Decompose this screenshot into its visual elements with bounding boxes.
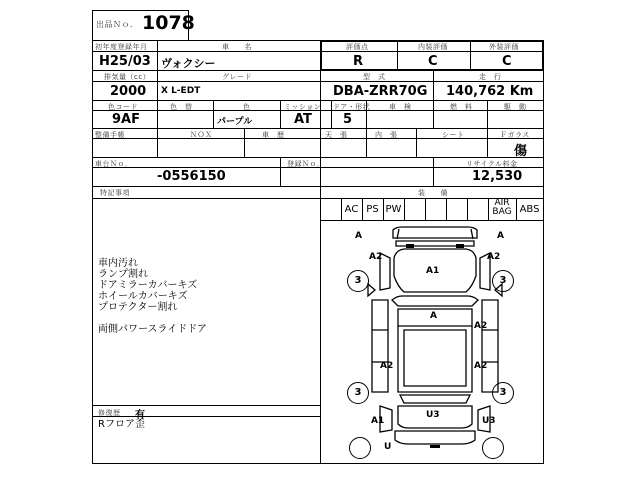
color-label: 色: [243, 103, 251, 111]
equipment-ac: AC: [344, 204, 359, 215]
repair-note: Rフロア歪: [98, 419, 145, 430]
displacement-value: 2000: [110, 84, 147, 99]
model-value: DBA-ZRR70G: [333, 84, 428, 99]
color-code-label: 色コード: [108, 103, 138, 111]
drive-label: 駆 動: [504, 103, 527, 111]
remark-line: ランプ割れ: [98, 269, 148, 280]
recycle-fee-value: 12,530: [472, 169, 523, 184]
remark-line: 両側パワースライドドア: [98, 324, 207, 335]
damage-front-left-bumper: A: [355, 231, 362, 241]
mileage-label: 走 行: [479, 73, 502, 81]
damage-front-right-fender: A2: [487, 252, 501, 262]
damage-roof: A: [430, 311, 437, 321]
wheel-front-left: 3: [347, 270, 369, 292]
lot-number-label: 出品Ｎｏ．: [96, 20, 139, 29]
lot-number: 1078: [142, 12, 195, 34]
damage-front-right-bumper: A: [497, 231, 504, 241]
remark-line: ドアミラーカバーキズ: [98, 280, 198, 291]
doors-value: 5: [343, 112, 353, 127]
damage-rear-left: A1: [371, 416, 385, 426]
damage-left-slide-door: A2: [380, 361, 394, 371]
transmission-value: AT: [294, 112, 312, 127]
spare-tire-left: [349, 437, 371, 459]
damage-bonnet: A1: [426, 266, 440, 276]
damage-rear-right: U3: [482, 416, 496, 426]
interior-score-value: C: [428, 54, 438, 69]
repair-history-label: 修復歴: [98, 409, 121, 417]
sunroof-label: 天 張: [325, 131, 348, 139]
chassis-label: 車台Ｎｏ．: [95, 160, 133, 168]
exterior-score-label: 外装評価: [489, 43, 519, 51]
car-name-value: ヴォクシー: [161, 57, 216, 70]
color-code-value: 9AF: [112, 112, 140, 127]
interior-panel-label: 内 張: [375, 131, 398, 139]
score-value: R: [353, 54, 364, 69]
spare-tire-right: [482, 437, 504, 459]
chassis-value: -0556150: [157, 169, 226, 184]
mileage-value: 140,762 Km: [446, 84, 534, 99]
damage-right-quarter: A2: [474, 361, 488, 371]
remarks-label: 特記事項: [100, 189, 130, 197]
remark-line: 車内汚れ: [98, 258, 138, 269]
first-reg-label: 初年度登録年月: [95, 43, 148, 51]
first-reg-value: H25/03: [99, 54, 151, 69]
color-change-label: 色 替: [170, 103, 193, 111]
wheel-front-right: 3: [492, 270, 514, 292]
grade-label: グレード: [222, 73, 252, 81]
displacement-label: 排気量（cc）: [104, 73, 151, 81]
damage-right-doors: A2: [474, 321, 488, 331]
car-name-label: 車 名: [222, 43, 252, 51]
history-label: 車 歴: [262, 131, 285, 139]
equipment-airbag: AIR BAG: [492, 198, 512, 217]
exterior-score-value: C: [502, 54, 512, 69]
front-glass-label: Ｆガラス: [500, 131, 530, 139]
damage-front-left-fender: A2: [369, 252, 383, 262]
score-label: 評価点: [346, 43, 369, 51]
damage-tailgate: U3: [426, 410, 440, 420]
nox-label: ＮＯＸ: [190, 131, 213, 139]
equipment-ps: PS: [366, 204, 379, 215]
front-glass-value: 傷: [514, 144, 528, 159]
grade-value: X L-EDT: [161, 86, 201, 96]
equipment-label: 装 備: [418, 189, 448, 197]
transmission-label: ミッション: [284, 103, 322, 111]
maintenance-record-label: 整備手帳: [95, 131, 125, 139]
damage-rear-bumper: U: [384, 442, 392, 452]
recycle-fee-label: リサイクル料金: [466, 160, 518, 168]
wheel-rear-left: 3: [347, 382, 369, 404]
interior-score-label: 内装評価: [418, 43, 448, 51]
seat-label: シート: [442, 131, 465, 139]
door-shape-label: ドア・形状: [333, 103, 371, 111]
inspection-label: 車 検: [389, 103, 412, 111]
repair-history-value: 有: [135, 410, 145, 421]
wheel-rear-right: 3: [492, 382, 514, 404]
remark-line: ホイールカバーキズ: [98, 291, 188, 302]
model-label: 型 式: [363, 73, 386, 81]
equipment-pw: PW: [385, 204, 402, 215]
equipment-abs: ABS: [519, 204, 540, 215]
registration-label: 登録Ｎｏ．: [287, 160, 325, 168]
remark-line: プロテクター割れ: [98, 302, 178, 313]
fuel-label: 燃 料: [450, 103, 473, 111]
color-value: パープル: [217, 117, 253, 127]
